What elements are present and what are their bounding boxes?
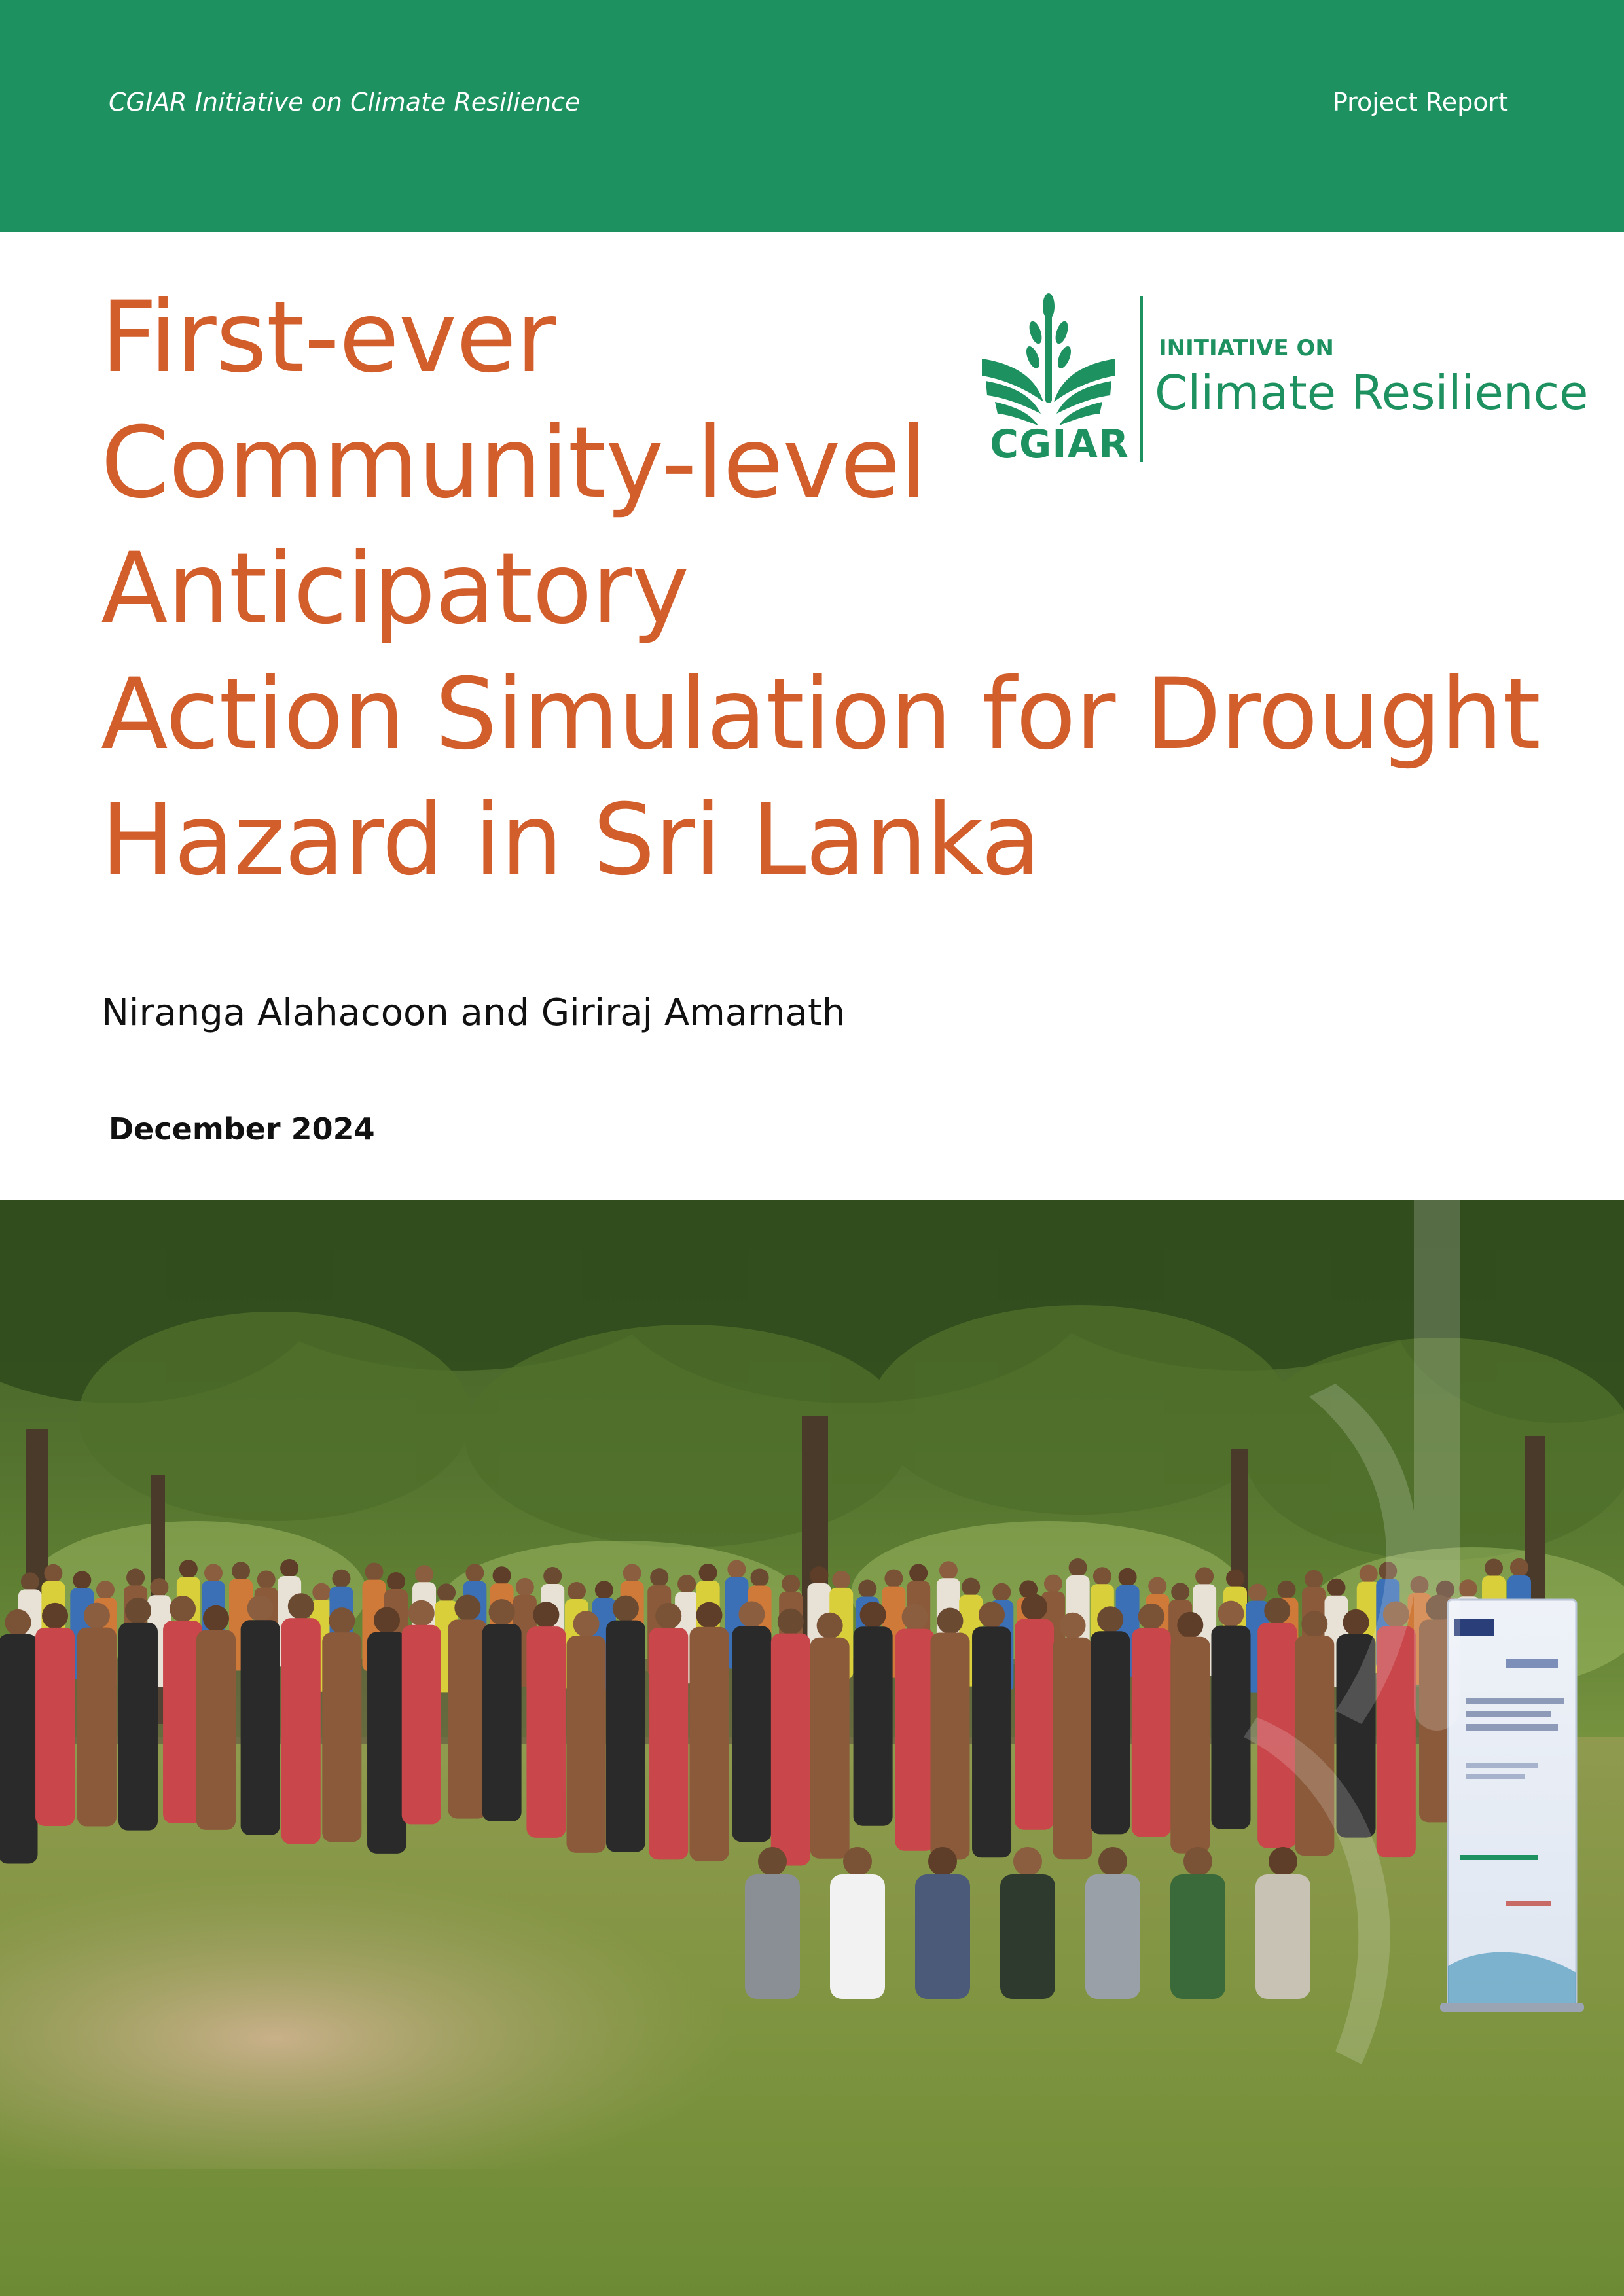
document-type: Project Report — [1332, 88, 1508, 117]
community-group-photo — [0, 1200, 1624, 2296]
logo-initiative-name: Climate Resilience — [1155, 365, 1589, 420]
logo-kicker: INITIATIVE ON — [1159, 335, 1334, 361]
publication-date: December 2024 — [109, 1111, 375, 1147]
title-line: Action Simulation for Drought — [101, 658, 1540, 772]
roll-up-banner-icon — [1440, 1600, 1584, 2012]
title-line: Community-level — [101, 406, 927, 520]
logo-divider — [1140, 296, 1143, 462]
series-label: CGIAR Initiative on Climate Resilience — [109, 88, 581, 117]
title-line: Anticipatory — [101, 532, 689, 646]
title-line: Hazard in Sri Lanka — [101, 783, 1041, 897]
authors: Niranga Alahacoon and Giriraj Amarnath — [101, 992, 846, 1034]
cgiar-climate-resilience-logo — [975, 292, 1589, 469]
title-line: First-ever — [101, 281, 556, 395]
header-band — [0, 0, 1624, 232]
cover-photo — [0, 1200, 1624, 2296]
cgiar-wordmark: CGIAR — [990, 422, 1130, 467]
